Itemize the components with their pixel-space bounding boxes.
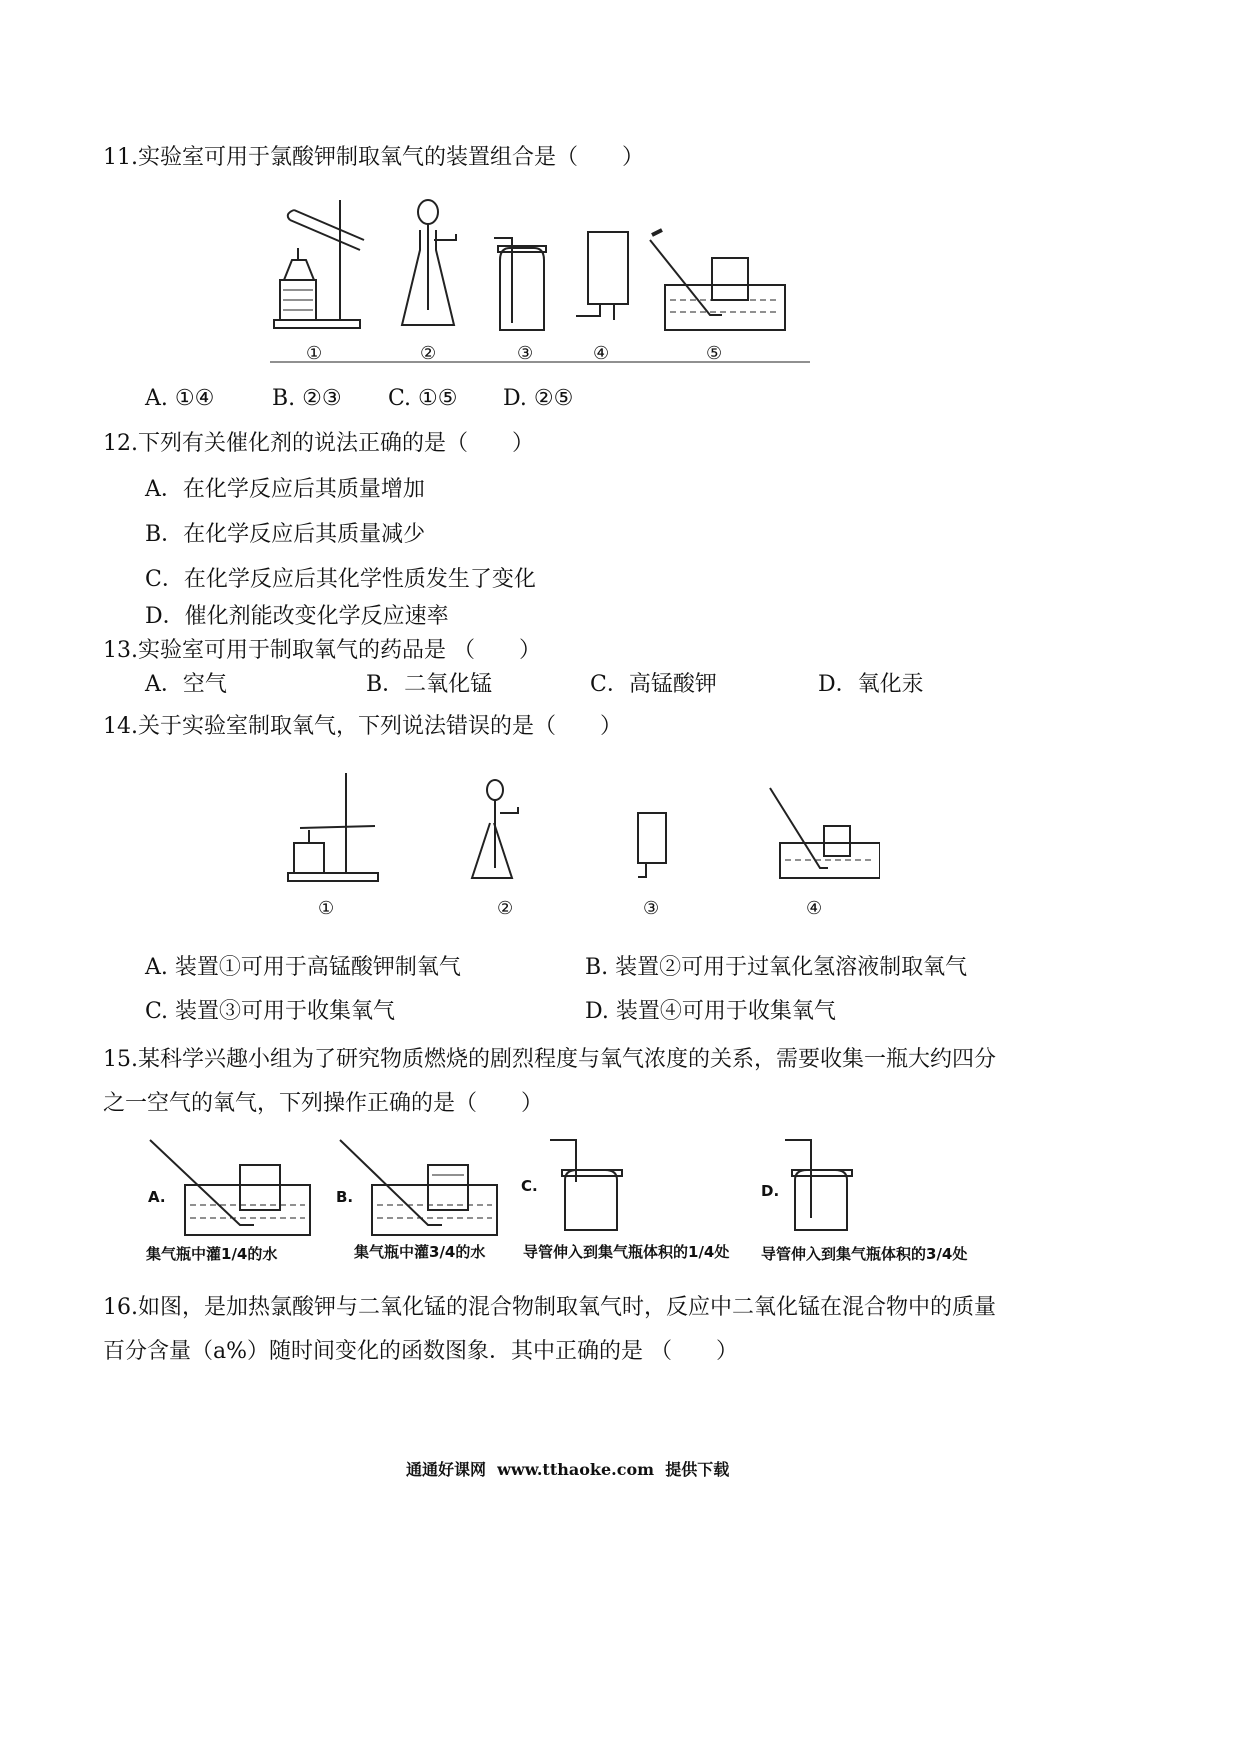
q12-option-a: A．在化学反应后其质量增加 (145, 477, 425, 502)
q13-stem: 13.实验室可用于制取氧气的药品是 （ ） (103, 638, 541, 663)
q11-apparatus-figure (270, 190, 815, 370)
q14-label-4: ④ (806, 898, 823, 919)
q14-option-a: A. 装置①可用于高锰酸钾制氧气 (145, 955, 461, 980)
q11-option-d: D. ②⑤ (503, 386, 574, 411)
apparatus-4-inverted-bottle (576, 232, 628, 320)
q11-label-2: ② (420, 343, 437, 364)
q15-letter-c: C. (521, 1177, 538, 1195)
q14-apparatus-3 (638, 813, 666, 877)
q14-apparatus-4 (770, 788, 880, 878)
q15-letter-d: D. (761, 1182, 780, 1200)
q15-stem-line1: 15.某科学兴趣小组为了研究物质燃烧的剧烈程度与氧气浓度的关系，需要收集一瓶大约四分 (103, 1047, 996, 1072)
q15-options-figure (140, 1130, 970, 1240)
q14-label-1: ① (318, 898, 335, 919)
q15-caption-d: 导管伸入到集气瓶体积的3/4处 (761, 1245, 968, 1263)
q11-label-3: ③ (517, 343, 534, 364)
q14-label-2: ② (497, 898, 514, 919)
q14-stem: 14.关于实验室制取氧气，下列说法错误的是（ ） (103, 714, 622, 739)
q14-option-b: B. 装置②可用于过氧化氢溶液制取氧气 (585, 955, 968, 980)
q14-apparatus-2 (472, 780, 518, 878)
q11-option-b: B. ②③ (272, 386, 342, 411)
q14-apparatus-figure (280, 768, 880, 893)
q12-option-c: C．在化学反应后其化学性质发生了变化 (145, 567, 536, 592)
q11-option-c: C. ①⑤ (388, 386, 458, 411)
q14-apparatus-1 (288, 773, 378, 881)
q14-option-d: D. 装置④可用于收集氧气 (585, 999, 836, 1024)
q15-option-d-apparatus (785, 1140, 852, 1230)
q15-option-c-apparatus (550, 1140, 622, 1230)
apparatus-1-heating-stand (274, 200, 364, 328)
q14-option-c: C. 装置③可用于收集氧气 (145, 999, 396, 1024)
q12-stem: 12.下列有关催化剂的说法正确的是（ ） (103, 431, 534, 456)
q13-option-d: D．氧化汞 (818, 672, 924, 697)
q16-stem-line2: 百分含量（a%）随时间变化的函数图象．其中正确的是 （ ） (103, 1339, 739, 1364)
q15-caption-c: 导管伸入到集气瓶体积的1/4处 (523, 1243, 730, 1261)
q16-stem-line1: 16.如图，是加热氯酸钾与二氧化锰的混合物制取氧气时，反应中二氧化锰在混合物中的质量 (103, 1295, 996, 1320)
q11-label-4: ④ (593, 343, 610, 364)
q13-option-a: A．空气 (145, 672, 227, 697)
q13-option-b: B．二氧化锰 (366, 672, 493, 697)
q11-stem: 11.实验室可用于氯酸钾制取氧气的装置组合是（ ） (103, 145, 644, 170)
q11-label-5: ⑤ (706, 343, 723, 364)
q15-caption-a: 集气瓶中灌1/4的水 (146, 1245, 278, 1263)
q11-option-a: A. ①④ (145, 386, 215, 411)
apparatus-2-flask-funnel (402, 200, 456, 325)
q12-option-b: B．在化学反应后其质量减少 (145, 522, 426, 547)
apparatus-3-bottle (494, 238, 546, 330)
q15-stem-line2: 之一空气的氧气，下列操作正确的是（ ） (103, 1091, 544, 1116)
q15-letter-b: B. (336, 1188, 354, 1206)
page-footer: 通通好课网 www.tthaoke.com 提供下载 (406, 1460, 730, 1479)
q15-caption-b: 集气瓶中灌3/4的水 (354, 1243, 486, 1261)
q15-letter-a: A. (148, 1188, 166, 1206)
apparatus-5-water-trough (650, 230, 785, 330)
q15-option-a-apparatus (150, 1140, 310, 1235)
q15-option-b-apparatus (340, 1140, 497, 1235)
q11-label-1: ① (306, 343, 323, 364)
q12-option-d: D．催化剂能改变化学反应速率 (145, 604, 449, 629)
q14-label-3: ③ (643, 898, 660, 919)
q13-option-c: C．高锰酸钾 (590, 672, 717, 697)
